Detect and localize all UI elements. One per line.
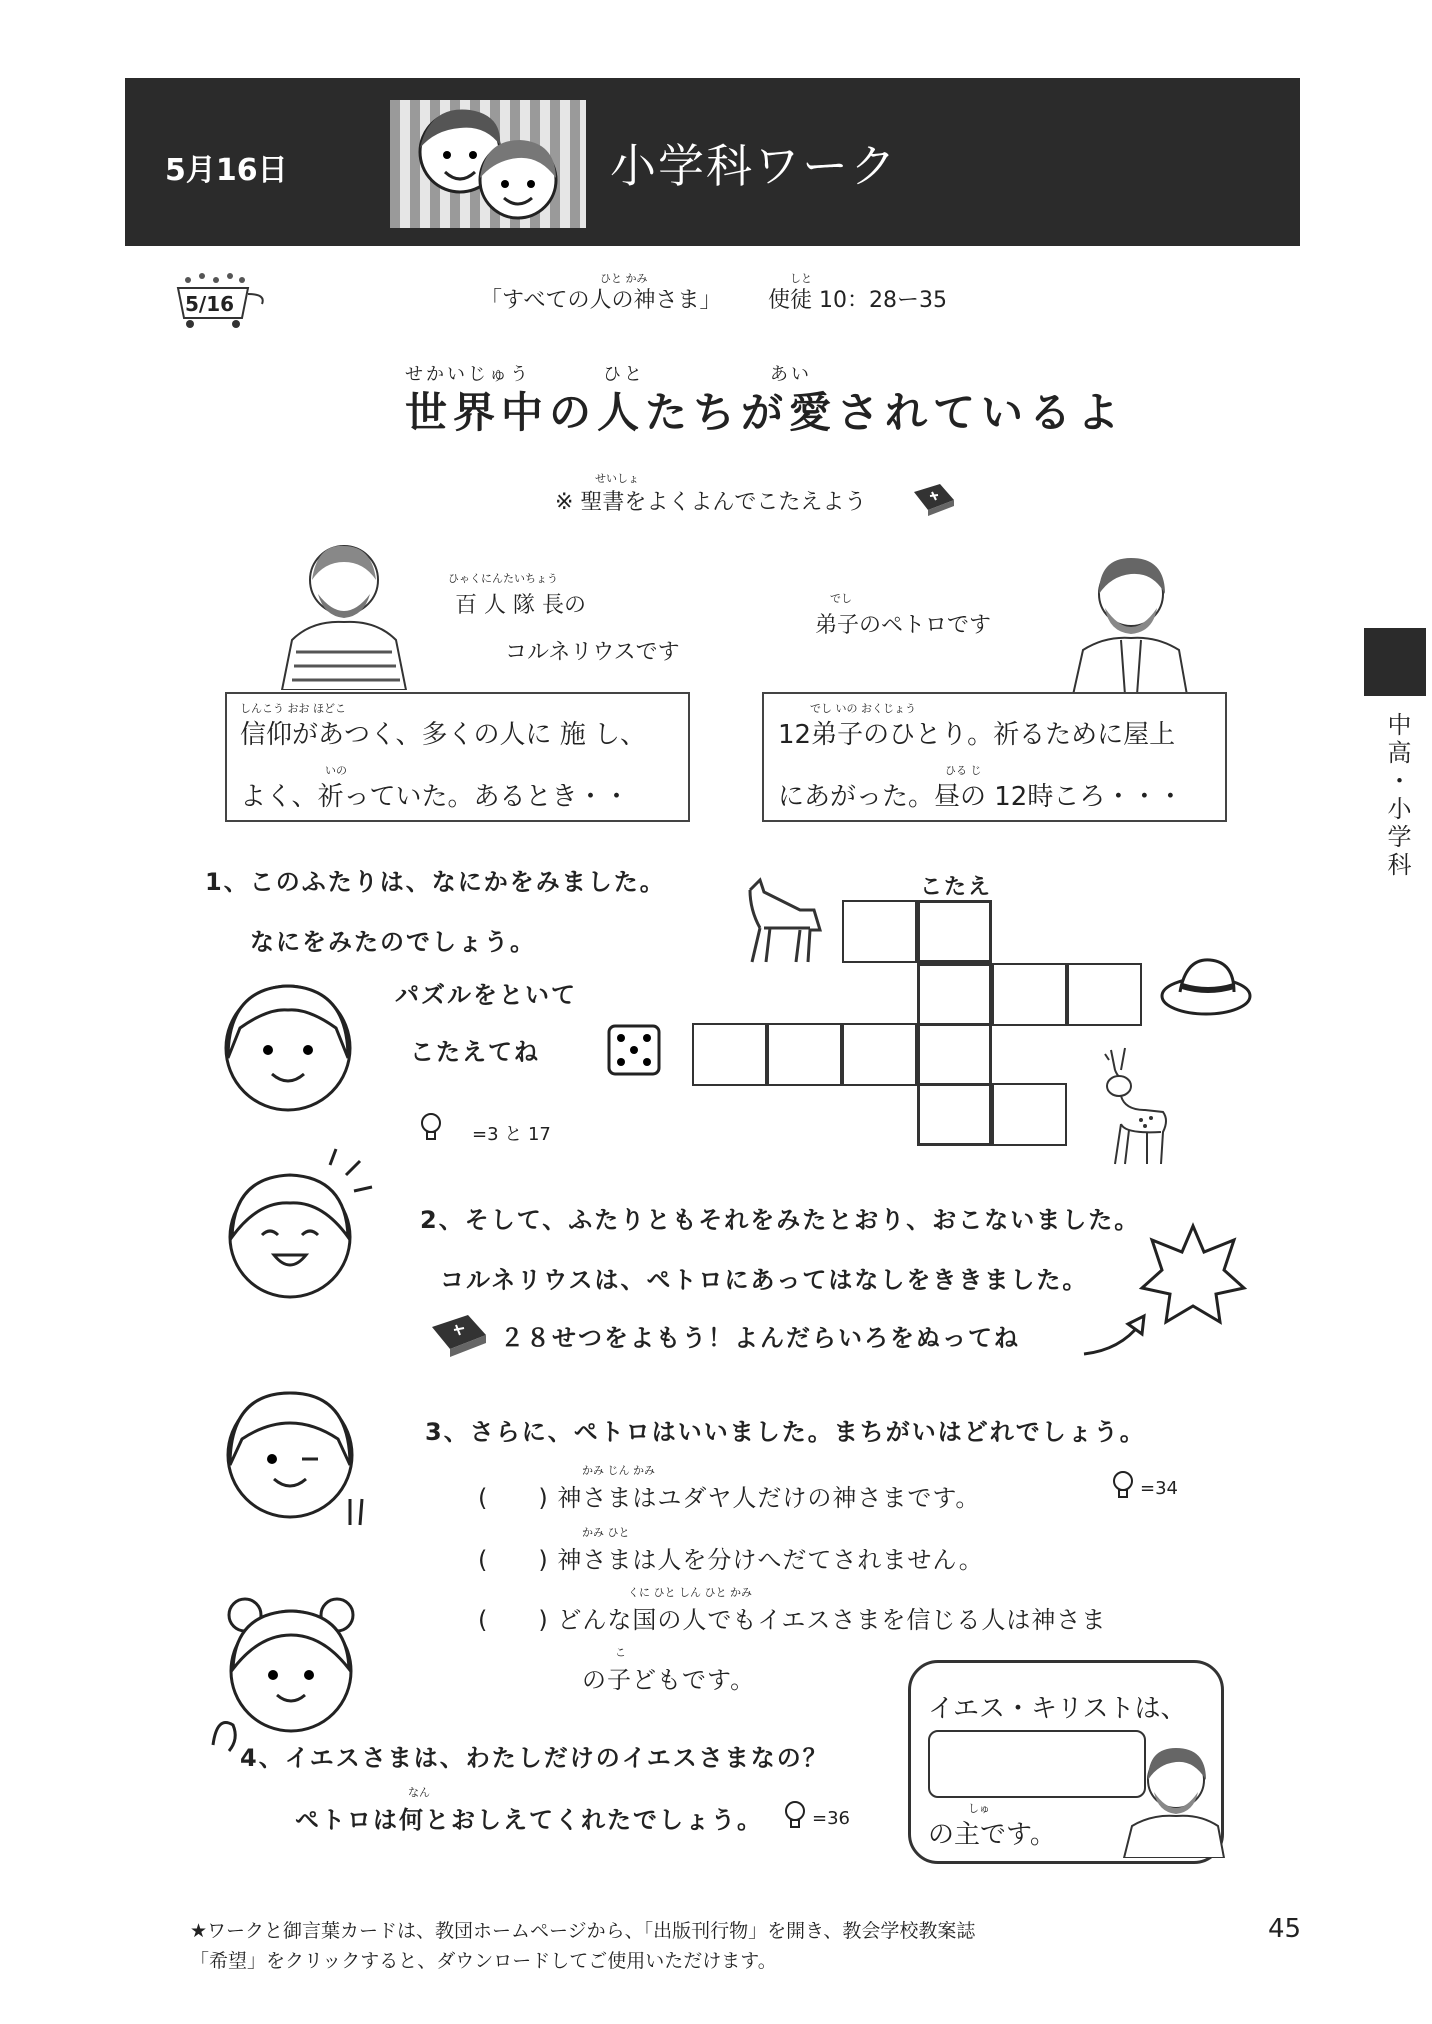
footer-line1: ★ワークと御言葉カードは、教団ホームページから、「出版刊行物」を開き、教会学校教案誌 <box>190 1920 976 1942</box>
cornelius-name: コルネリウスです <box>505 640 680 665</box>
title-ruby-3: あい <box>770 364 812 385</box>
crossword-answer-cell[interactable] <box>917 963 992 1026</box>
q4-line1: 4、イエスさまは、わたしだけのイエスさまなの？ <box>240 1744 829 1772</box>
deer-icon <box>1085 1040 1175 1170</box>
crossword-answer-cell[interactable] <box>917 1023 992 1086</box>
page-number: 45 <box>1268 1914 1302 1944</box>
crossword-cell[interactable] <box>992 963 1067 1026</box>
cornelius-box-line2: よく、祈っていた。あるとき・・ <box>240 782 630 812</box>
lightbulb-icon <box>782 1800 808 1830</box>
girl-face-3 <box>210 1375 380 1545</box>
date-label: 5月16日 <box>165 153 288 188</box>
q3-opt2-ruby: かみ ひと <box>582 1526 630 1539</box>
children-illustration <box>390 100 586 228</box>
q3-opt1-ruby: かみ じん かみ <box>582 1464 655 1477</box>
peter-ruby: でし <box>830 592 852 605</box>
jesus-answer-ruby: しゅ <box>968 1802 990 1815</box>
crossword-cell[interactable] <box>842 1023 917 1086</box>
lightbulb-icon <box>418 1112 444 1142</box>
bible-icon <box>910 482 956 516</box>
crossword-cell[interactable] <box>842 900 917 963</box>
crossword-cell[interactable] <box>767 1023 842 1086</box>
verse-ruby: ひと かみ <box>600 272 648 285</box>
side-tab-block <box>1364 628 1426 696</box>
title-ruby-2: ひと <box>603 364 645 385</box>
q3-option-3[interactable]: ( ) どんな国の人でもイエスさまを信じる人は神さま <box>478 1606 1107 1634</box>
crossword-cell[interactable] <box>992 1083 1067 1146</box>
q3-opt3-ruby: くに ひと しん ひと かみ <box>628 1586 752 1599</box>
q3-option-2[interactable]: ( ) 神さまは人を分けへだてされません。 <box>478 1546 984 1574</box>
verse-title: 「すべての人の神さま」 <box>480 288 722 313</box>
dice-icon <box>605 1022 665 1078</box>
verse-ref-ruby: しと <box>790 272 812 285</box>
side-tab-label: 中高・小学科 <box>1383 712 1411 880</box>
pot-date: 5/16 <box>185 292 235 316</box>
crossword-cell[interactable] <box>1067 963 1142 1026</box>
jesus-answer-line1: イエス・キリストは、 <box>928 1694 1187 1724</box>
cornelius-box-ruby: しんこう おお ほどこ <box>240 702 346 715</box>
peter-box-ruby2: ひる じ <box>945 764 982 777</box>
q3-hint-verse: =34 <box>1140 1478 1178 1499</box>
footer-note <box>190 1916 975 1976</box>
peter-small-illustration <box>1118 1740 1228 1858</box>
cornelius-ruby: ひゃくにんたいちょう <box>448 572 558 585</box>
q3-line1: 3、さらに、ペトロはいいました。まちがいはどれでしょう。 <box>425 1418 1146 1446</box>
lightbulb-icon <box>1110 1470 1136 1500</box>
q2-line2: コルネリウスは、ペトロにあってはなしをききました。 <box>440 1266 1089 1294</box>
peter-box-line2: にあがった。昼の 12時ころ・・・ <box>778 782 1184 812</box>
q2-line1: 2、そして、ふたりともそれをみたとおり、おこないました。 <box>420 1206 1141 1234</box>
bible-icon <box>428 1313 488 1357</box>
horse-icon <box>730 870 830 970</box>
peter-name: 弟子のペトロです <box>815 613 992 638</box>
girl-face-2 <box>210 1145 380 1315</box>
q2-line3: ２８せつをよもう！よんだらいろをぬってね <box>500 1324 1020 1352</box>
q1-hint1: パズルをといて <box>395 981 577 1009</box>
girl-face-4 <box>205 1585 365 1755</box>
arrow-icon <box>1080 1310 1160 1360</box>
footer-line2: 「希望」をクリックすると、ダウンロードしてご使用いただけます。 <box>190 1950 777 1972</box>
q4-line2: ペトロは何とおしえてくれたでしょう。 <box>295 1806 763 1834</box>
jesus-answer-line2: の主です。 <box>928 1820 1056 1850</box>
crossword-answer-label: こたえ <box>920 875 993 900</box>
q3-opt3-ruby2: こ <box>615 1646 626 1659</box>
cornelius-box-ruby2: いの <box>325 764 347 777</box>
instruction-note: ※ 聖書をよくよんでこたえよう <box>555 490 867 515</box>
q4-ruby: なん <box>408 1786 430 1799</box>
note-ruby: せいしょ <box>595 472 639 485</box>
q1-hint-verses: =3 と 17 <box>472 1124 551 1145</box>
cornelius-box-line1: 信仰があつく、多くの人に 施 し、 <box>240 720 647 750</box>
q1-line2: なにをみたのでしょう。 <box>250 928 536 956</box>
peter-illustration <box>1065 550 1195 695</box>
title-ruby-1: せかいじゅう <box>405 364 531 385</box>
q4-hint-verse: =36 <box>812 1808 850 1829</box>
q1-line1: 1、このふたりは、なにかをみました。 <box>205 868 666 896</box>
peter-box-line1: 12弟子のひとり。祈るために屋上 <box>778 720 1176 750</box>
answer-input-box[interactable] <box>928 1730 1146 1798</box>
crossword-answer-cell[interactable] <box>917 900 992 963</box>
cornelius-title: 百 人 隊 長の <box>455 593 586 618</box>
crossword-answer-cell[interactable] <box>917 1083 992 1146</box>
q3-option-1[interactable]: ( ) 神さまはユダヤ人だけの神さまです。 <box>478 1484 981 1512</box>
q1-hint2: こたえてね <box>410 1038 540 1066</box>
crossword-cell[interactable] <box>692 1023 767 1086</box>
girl-face-1 <box>208 968 368 1118</box>
verse-reference: 使徒 10：28ー35 <box>768 288 947 313</box>
main-title: 世界中の人たちが愛されているよ <box>405 388 1126 437</box>
worksheet-title: 小学科ワーク <box>610 139 898 193</box>
q3-option-3-cont: の子どもです。 <box>582 1666 756 1694</box>
cornelius-illustration <box>272 540 432 690</box>
hat-icon <box>1158 952 1254 1022</box>
peter-box-ruby: でし いの おくじょう <box>810 702 916 715</box>
